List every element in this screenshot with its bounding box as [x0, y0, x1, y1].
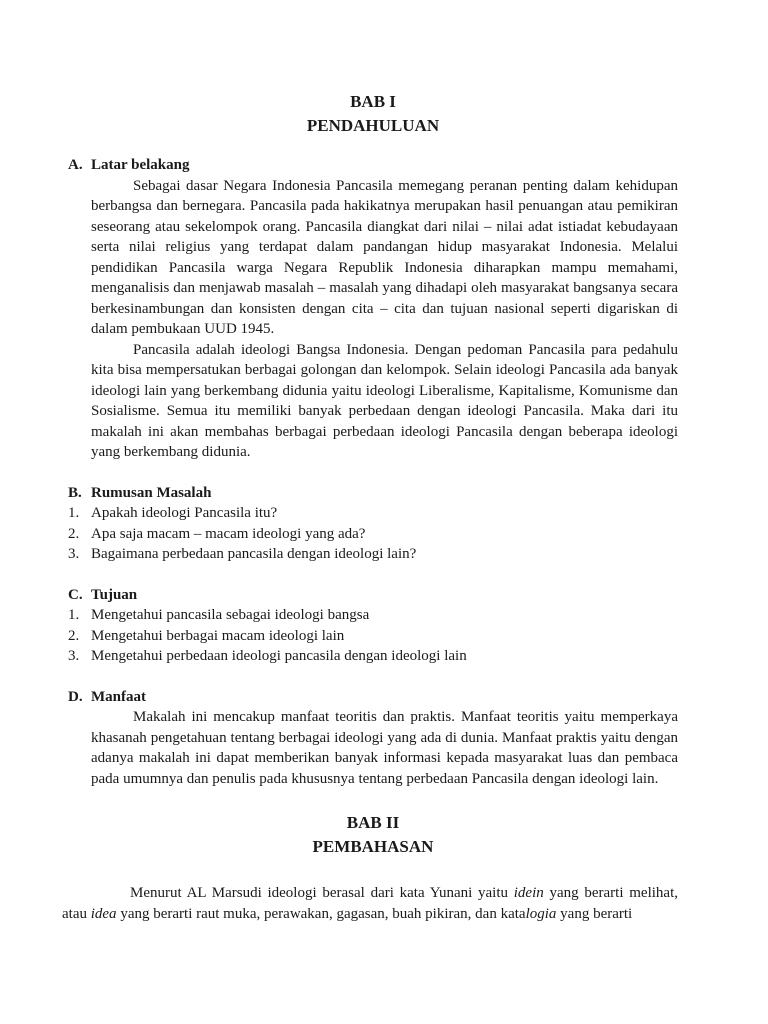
section-b-title: Rumusan Masalah — [91, 484, 212, 501]
section-c-label: C. — [68, 586, 83, 603]
chapter-1-subtitle: PENDAHULUAN — [306, 116, 440, 135]
list-item — [68, 503, 678, 524]
section-b-label: B. — [68, 484, 82, 501]
intro-term-logia: logia — [525, 905, 557, 922]
section-a-title: Latar belakang — [91, 157, 190, 173]
list-item — [68, 544, 678, 565]
section-a-paragraph-1: Sebagai dasar Negara Indonesia Pancasila memegang peranan penting dalam kehidupan berbangsa dan bernegara. Pancasila pada hakikatnya merupakan hasil penuangan atau pemikiran seseorang atau sekelompok orang. Pancasila diangkat dari nilai – nilai adat istiadat kebudayaan serta nilai religius yang terdapat dalam pandangan hidup masyarakat Indonesia. Melalui pendidikan Pancasila warga Negara Republik Indonesia diharapkan mampu memahami, menganalisis dan menjawab masalah – masalah yang dihadapi oleh masyarakat bangsanya secara berkesinambungan dan konsisten dengan cita – cita dan tujuan nasional seperti digariskan di dalam pembukaan UUD 1945. — [91, 177, 678, 337]
section-b-heading — [68, 483, 678, 504]
list-item — [68, 524, 678, 545]
list-text: Apakah ideologi Pancasila itu? — [91, 505, 278, 521]
section-a-paragraph-2: Pancasila adalah ideologi Bangsa Indonesia. Dengan pedoman Pancasila para pedahulu kita bisa mempersatukan berbagai golongan dan kelompok. Selain ideologi Pancasila ada banyak ideologi lain yang berkembang didunia yaitu ideologi Liberalisme, Kapitalisme, Komunisme dan Sosialisme. Semua itu memiliki banyak perbedaan dengan ideologi Pancasila. Maka dari itu makalah ini akan membahas berbagai perbedaan ideologi Pancasila dengan beberapa ideologi yang berkembang didunia. — [91, 341, 678, 460]
list-number: 3. — [68, 648, 80, 664]
document-page — [62, 90, 678, 924]
section-a-label: A. — [68, 157, 83, 173]
section-d-heading — [68, 687, 678, 708]
chapter-2-heading — [68, 811, 678, 859]
list-text: Mengetahui berbagai macam ideologi lain — [91, 627, 345, 644]
section-c-list — [68, 605, 678, 667]
section-d-paragraph: Makalah ini mencakup manfaat teoritis dan praktis. Manfaat teoritis yaitu memperkaya khasanah pengetahuan tentang berbagai ideologi yang ada di dunia. Manfaat praktis yaitu dengan adanya makalah ini dapat memberikan banyak informasi kepada masyarakat luas dan pembaca pada umumnya dan penulis pada khususnya tentang perbedaan Pancasila dengan ideologi lain. — [91, 709, 678, 787]
intro-term-idein: idein — [513, 885, 544, 901]
list-text: Apa saja macam – macam ideologi yang ada? — [91, 525, 366, 542]
list-item — [68, 605, 678, 626]
chapter-2-subtitle: PEMBAHASAN — [312, 837, 434, 856]
intro-text-2: yang berarti melihat, atau — [62, 885, 678, 922]
list-item — [68, 646, 678, 667]
section-d-title: Manfaat — [91, 688, 146, 705]
list-number: 2. — [68, 525, 80, 542]
list-text: Mengetahui pancasila sebagai ideologi bangsa — [91, 607, 370, 623]
chapter-2-title: BAB II — [346, 813, 400, 832]
list-number: 1. — [68, 505, 80, 521]
list-text: Bagaimana perbedaan pancasila dengan ideologi lain? — [91, 546, 417, 562]
chapter-1-heading — [68, 90, 678, 138]
section-d-label: D. — [68, 688, 83, 705]
intro-text-1: Menurut AL Marsudi ideologi berasal dari kata Yunani yaitu — [130, 885, 514, 901]
list-number: 1. — [68, 607, 80, 623]
chapter-1-title: BAB I — [350, 92, 396, 111]
list-number: 2. — [68, 627, 80, 644]
section-c-title: Tujuan — [91, 586, 138, 603]
section-b-list — [68, 503, 678, 565]
intro-text-3: yang berarti raut muka, perawakan, gagasan, buah pikiran, dan kata — [116, 905, 526, 922]
section-c-heading — [68, 585, 678, 606]
intro-text-4: yang berarti — [556, 905, 633, 922]
list-text: Mengetahui perbedaan ideologi pancasila dengan ideologi lain — [91, 648, 467, 664]
intro-term-idea: idea — [90, 905, 117, 922]
section-a-heading — [68, 155, 678, 176]
list-item — [68, 626, 678, 647]
list-number: 3. — [68, 546, 80, 562]
chapter-2-intro-paragraph — [62, 883, 678, 924]
